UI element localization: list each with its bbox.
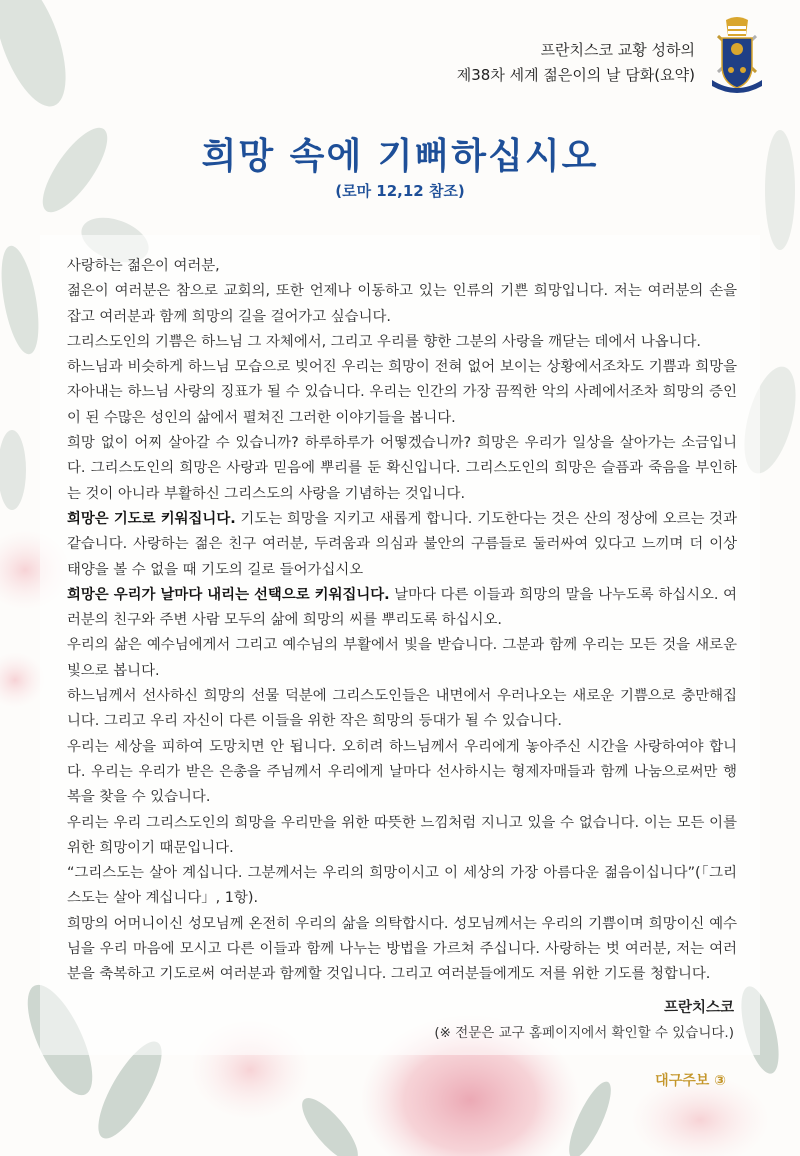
paragraph: 그리스도인의 기쁨은 하느님 그 자체에서, 그리고 우리를 향한 그분의 사랑을 깨닫는 데에서 나옵니다. [67, 333, 701, 350]
paragraph: 사랑하는 젊은이 여러분, [67, 258, 220, 274]
paragraph [67, 507, 737, 583]
page-title: 희망 속에 기뻐하십시오 [201, 136, 599, 177]
paragraph: 하느님께서 선사하신 희망의 선물 덕분에 그리스도인들은 내면에서 우러나오는 새로운 기쁨으로 충만해집니다. 그리고 우리 자신이 다른 이들을 위한 작은 희망의 등대가 될 수 있습니다. [67, 688, 737, 730]
paragraph: 우리는 우리 그리스도인의 희망을 우리만을 위한 따뜻한 느낌처럼 지니고 있을 수 없습니다. 이는 모든 이를 위한 희망이기 때문입니다. [67, 814, 737, 856]
paragraph: 희망 없이 어찌 살아갈 수 있습니까? 하루하루가 어떻겠습니까? 희망은 우리가 일상을 살아가는 소금입니다. 그리스도인의 희망은 사랑과 믿음에 뿌리를 둔 확신입니다. 그리스도인의 희망은 슬픔과 죽음을 부인하는 것이 아니라 부활하신 그리스도의 사랑을 기념하는 것입니다. [67, 435, 737, 502]
paragraph: 하느님과 비슷하게 하느님 모습으로 빚어진 우리는 희망이 전혀 없어 보이는 상황에서조차도 기쁨과 희망을 자아내는 하느님 사랑의 징표가 될 수 있습니다. 우리는 인간의 가장 끔찍한 악의 사례에서조차 희망의 증인이 된 수많은 성인의 삶에서 펼쳐진 그러한 이야기들을 봅니다. [67, 359, 737, 426]
paragraph: 우리의 삶은 예수님에게서 그리고 예수님의 부활에서 빛을 받습니다. 그분과 함께 우리는 모든 것을 새로운 빛으로 봅니다. [67, 637, 737, 679]
paragraph: 희망의 어머니이신 성모님께 온전히 우리의 삶을 의탁합시다. 성모님께서는 우리의 기쁨이며 희망이신 예수님을 우리 마음에 모시고 다른 이들과 함께 나누는 방법을 가르쳐 주십니다. 사랑하는 벗 여러분, 저는 여러분을 축복하고 기도로써 여러분과 함께할 것입니다. 그리고 여러분들에게도 저를 위한 기도를 청합니다. [67, 915, 737, 983]
scripture-reference: (로마 12,12 참조) [335, 182, 465, 200]
paragraph: 우리는 세상을 피하여 도망치면 안 됩니다. 오히려 하느님께서 우리에게 놓아주신 시간을 사랑하여야 합니다. 우리는 우리가 받은 은총을 주님께서 우리에게 날마다 선사하시는 형제자매들과 함께 나눔으로써만 행복을 찾을 수 있습니다. [67, 738, 737, 806]
paragraph [67, 583, 737, 634]
emphasis-text: 희망은 기도로 키워집니다. [67, 510, 236, 527]
footnote: (※ 전문은 교구 홈페이지에서 확인할 수 있습니다.) [434, 1025, 734, 1041]
paragraph: “그리스도는 살아 계십니다. 그분께서는 우리의 희망이시고 이 세상의 가장 아름다운 젊음이십니다”(「그리스도는 살아 계십니다」, 1항). [67, 865, 737, 907]
emphasis-text: 희망은 우리가 날마다 내리는 선택으로 키워집니다. [67, 586, 390, 603]
signature: 프란치스코 [663, 1000, 734, 1016]
page-number: 대구주보 ③ [655, 1073, 726, 1089]
papal-coat-of-arms-icon [704, 16, 770, 96]
header-line-1: 프란치스코 교황 성하의 [540, 41, 695, 59]
paragraph-text: 기도는 희망을 지키고 새롭게 합니다. 기도한다는 것은 산의 정상에 오르는 것과 같습니다. 사랑하는 젊은 친구 여러분, 두려움과 의심과 불안의 구름들로 둘러싸여 있다고 느끼며 더 이상 태양을 볼 수 없을 때 기도의 길로 들어가십시오 [67, 510, 737, 578]
paragraph: 젊은이 여러분은 참으로 교회의, 또한 언제나 이동하고 있는 인류의 기쁜 희망입니다. 저는 여러분의 손을 잡고 여러분과 함께 희망의 길을 걸어가고 싶습니다. [67, 283, 737, 325]
paragraph-text: 날마다 다른 이들과 희망의 말을 나누도록 하십시오. 여러분의 친구와 주변 사람 모두의 삶에 희망의 씨를 뿌리도록 하십시오. [67, 586, 737, 629]
message-body [67, 254, 737, 988]
document-header [457, 38, 695, 88]
header-line-2: 제38차 세계 젊은이의 날 담화(요약) [456, 66, 695, 84]
